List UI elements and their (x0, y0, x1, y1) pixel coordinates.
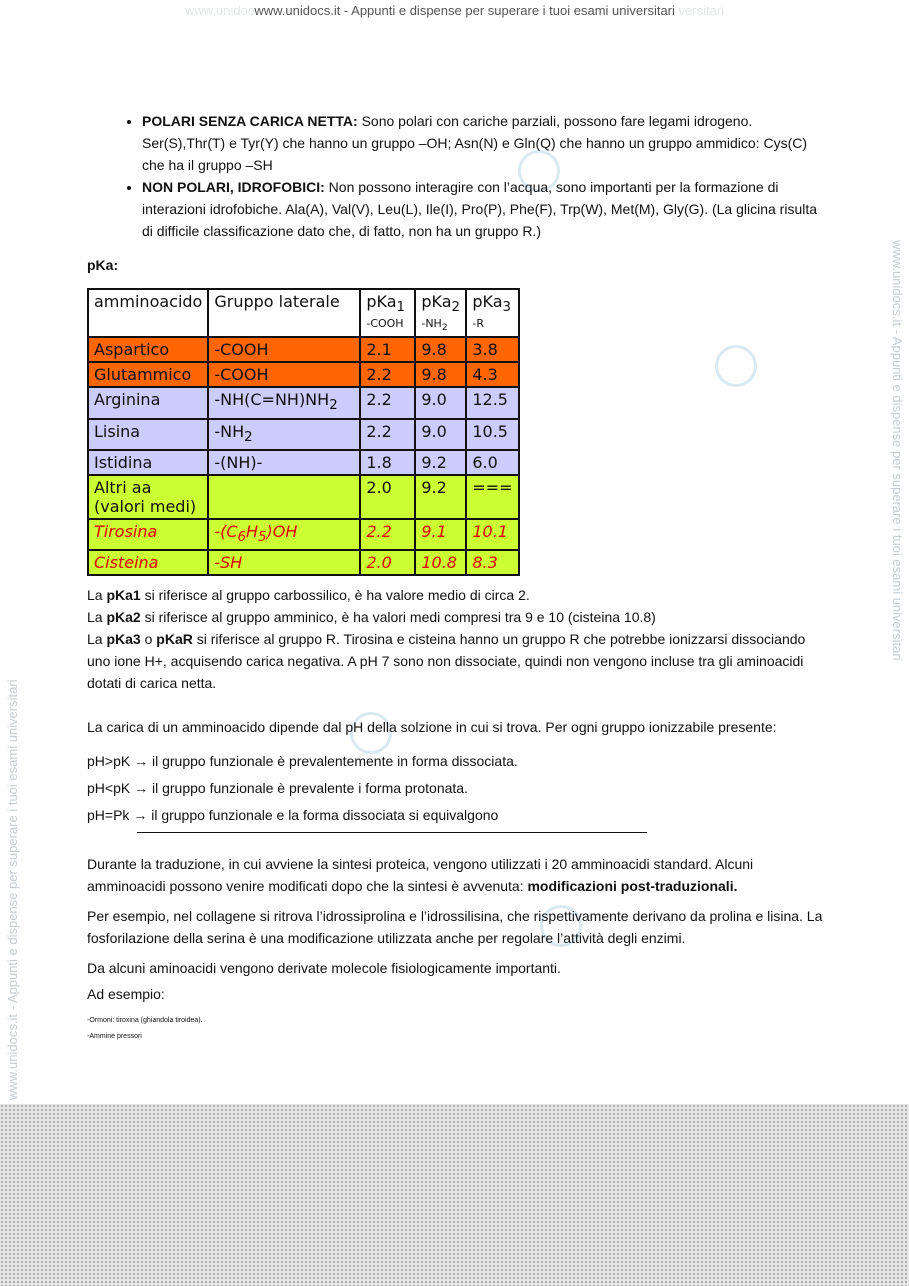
cell-pka1: 2.0 (360, 550, 415, 575)
cell-pka3: 8.3 (466, 550, 518, 575)
document-body (87, 110, 827, 1043)
table-row (88, 475, 519, 519)
page-header-watermark (0, 3, 909, 18)
cell-pka1: 2.1 (360, 337, 415, 362)
cell-pka1: 2.2 (360, 387, 415, 418)
cell-pka1: 2.2 (360, 519, 415, 550)
col-header-amino-acid: amminoacido (88, 289, 208, 337)
cell-name: Aspartico (88, 337, 208, 362)
cell-pka3: 10.5 (466, 419, 518, 450)
col-header-pka3: pKa$_3$ -R (466, 289, 518, 337)
amines-line: -Ammine pressori (87, 1032, 142, 1040)
cell-pka2: 9.0 (415, 419, 466, 450)
header-ghost-right: versitari (678, 3, 725, 18)
cell-pka3: === (466, 475, 518, 519)
cell-pka3: 4.3 (466, 362, 518, 387)
example-label: Ad esempio: (87, 985, 165, 1002)
cell-pka2: 9.8 (415, 337, 466, 362)
section-divider (137, 832, 647, 833)
table-row (88, 450, 519, 475)
cell-name: Tirosina (88, 519, 208, 550)
col-header-pka2: pKa$_2$ $-NH_2$ (415, 289, 466, 337)
cell-name: Istidina (88, 450, 208, 475)
collagen-paragraph: Per esempio, nel collagene si ritrova l’idrossiprolina e l’idrossilisina, che rispettivamente derivano da prolina e lisina. La fosforilazione della serina è una modificazione utilizzata anche per regolare l’attività degli enzimi. (87, 907, 823, 946)
ph-rule: pH<pK → il gruppo funzionale è prevalente i forma protonata. (87, 779, 468, 796)
cell-group: $-NH(C=NH)NH_2$ (208, 387, 360, 418)
cell-group: -(NH)- (208, 450, 360, 475)
cell-pka2: 9.0 (415, 387, 466, 418)
hormones-line: -Ormoni: tiroxina (ghiandola tiroidea). (87, 1016, 203, 1024)
header-ghost-left: www.unidoc (184, 3, 255, 18)
derived-molecules-paragraph: Da alcuni aminoacidi vengono derivate molecole fisiologicamente importanti. (87, 959, 561, 976)
cell-group: $-(C_6H_5)OH$ (208, 519, 360, 550)
bullet-title: NON POLARI, IDROFOBICI: (142, 179, 325, 195)
table-row (88, 387, 519, 418)
cell-pka3: 6.0 (466, 450, 518, 475)
cell-group: -SH (208, 550, 360, 575)
cell-name: Arginina (88, 387, 208, 418)
pka2-line: La pKa2 si riferisce al gruppo amminico, è ha valori medi compresi tra 9 e 10 (cisteina 10.8) (87, 608, 656, 625)
translation-paragraph: Durante la traduzione, in cui avviene la sintesi proteica, vengono utilizzati i 20 amminoacidi standard. Alcuni amminoacidi possono venire modificati dopo che la sintesi è avvenuta: modificazioni post-traduzionali. (87, 855, 754, 894)
arrow-right-icon: → (133, 806, 148, 823)
pka3-line: La pKa3 o pKaR si riferisce al gruppo R. Tirosina e cisteina hanno un gruppo R che potrebbe ionizzarsi dissociando uno ione H+, acquisendo carica negativa. A pH 7 sono non dissociate, quindi non vengono incluse tra gli aminoacidi dotati di carica netta. (87, 630, 806, 691)
list-item (142, 110, 827, 176)
table-row (88, 362, 519, 387)
cell-pka2: 9.2 (415, 450, 466, 475)
bullet-title: POLARI SENZA CARICA NETTA: (142, 113, 358, 129)
table-row (88, 550, 519, 575)
col-header-side-group: Gruppo laterale (208, 289, 360, 337)
cell-pka2: 9.2 (415, 475, 466, 519)
cell-pka2: 9.8 (415, 362, 466, 387)
table-header-row (88, 289, 519, 337)
cell-name: Lisina (88, 419, 208, 450)
ph-rule: pH=Pk → il gruppo funzionale e la forma dissociata si equivalgono (87, 806, 499, 823)
left-side-watermark: www.unidocs.it - Appunti e dispense per superare i tuoi esami universitari (5, 679, 20, 1100)
cell-name: Altri aa (valori medi) (88, 475, 208, 519)
bullet-text: Non possono interagire con l’acqua, sono importanti per la formazione di interazioni idrofobiche. Ala(A), Val(V), Leu(L), Ile(I), Pro(P), Phe(F), Trp(W), Met(M), Gly(G). (La glicina risulta di difficile classificazione dato che, di fatto, non ha un gruppo R.) (142, 179, 818, 239)
table-row (88, 519, 519, 550)
table-row (88, 419, 519, 450)
cell-group: -COOH (208, 337, 360, 362)
right-side-watermark: www.unidocs.it - Appunti e dispense per superare i tuoi esami universitari (890, 240, 905, 661)
pka1-line: La pKa1 si riferisce al gruppo carbossilico, è ha valore medio di circa 2. (87, 586, 530, 603)
cell-pka1: 1.8 (360, 450, 415, 475)
charge-paragraph: La carica di un amminoacido dipende dal pH della solzione in cui si trova. Per ogni gruppo ionizzabile presente: (87, 718, 777, 735)
cell-pka1: 2.0 (360, 475, 415, 519)
cell-pka2: 9.1 (415, 519, 466, 550)
cell-group (208, 475, 360, 519)
arrow-right-icon: → (134, 779, 149, 796)
cell-pka3: 3.8 (466, 337, 518, 362)
pka-explanation (87, 584, 827, 694)
cell-pka3: 12.5 (466, 387, 518, 418)
cell-group: -COOH (208, 362, 360, 387)
cell-pka2: 10.8 (415, 550, 466, 575)
list-item (142, 176, 827, 242)
header-text: www.unidocs.it - Appunti e dispense per superare i tuoi esami universitari (254, 3, 675, 18)
ph-rule: pH>pK → il gruppo funzionale è prevalentemente in forma dissociata. (87, 752, 518, 769)
pka-heading: pKa: (87, 257, 119, 273)
arrow-right-icon: → (134, 752, 149, 769)
preview-blur-overlay (0, 1104, 909, 1286)
cell-pka3: 10.1 (466, 519, 518, 550)
table-row (88, 337, 519, 362)
cell-pka1: 2.2 (360, 362, 415, 387)
col-header-pka1: pKa$_1$ -COOH (360, 289, 415, 337)
cell-group: $-NH_2$ (208, 419, 360, 450)
pka-table (87, 288, 520, 576)
ph-rules (87, 750, 827, 826)
cell-name: Cisteina (88, 550, 208, 575)
cell-pka1: 2.2 (360, 419, 415, 450)
bullet-text: Sono polari con cariche parziali, possono fare legami idrogeno. Ser(S),Thr(T) e Tyr(Y) che hanno un gruppo –OH; Asn(N) e Gln(Q) che hanno un gruppo ammidico: Cys(C) che ha il gruppo –SH (142, 113, 808, 173)
cell-name: Glutammico (88, 362, 208, 387)
amino-acid-classes-list (87, 110, 827, 242)
